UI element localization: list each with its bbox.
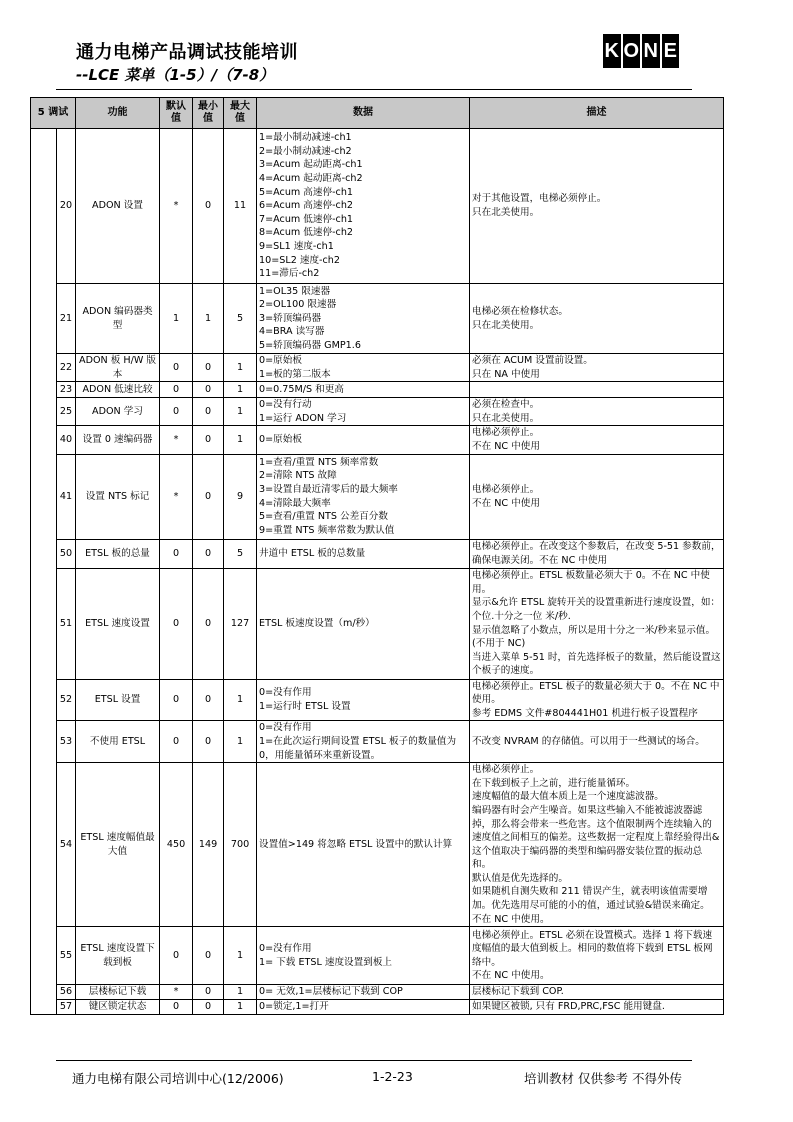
table-row [31,763,724,927]
description-cell [470,721,724,763]
max-value: 9 [224,454,257,539]
default-value: * [160,985,193,1000]
description-cell [470,679,724,721]
max-value: 1 [224,927,257,985]
description-line: 电梯必须停止。 [472,427,540,439]
data-line: 1=板的第二版本 [259,368,331,380]
data-cell [257,927,470,985]
data-line: 1=在此次运行期间设置 ETSL 板子的数量值为 0，用能量循环来重新设置。 [259,735,457,761]
data-cell [257,454,470,539]
description-line: 速度幅值的最大值本质上是一个速度滤波器。 [472,791,664,803]
table-row [31,398,724,426]
max-value: 127 [224,568,257,679]
description-line: 电梯必须停止。 [472,764,540,776]
data-line: 0=原始板 [259,355,302,366]
data-line: ETSL 板速度设置（m/秒） [259,617,375,629]
function-cell: 设置 0 速编码器 [76,426,160,454]
default-value: * [160,426,193,454]
min-value: 0 [193,721,224,763]
description-cell [470,382,724,398]
parameter-number: 51 [57,568,76,679]
function-cell: ADON 低速比较 [76,382,160,398]
data-line: 4=清除最大频率 [259,497,331,509]
description-line: 必须在检查中。 [472,399,540,411]
data-line: 4=Acum 起动距离-ch2 [259,173,363,185]
parameter-number: 54 [57,763,76,927]
table-row [31,426,724,454]
parameter-number: 23 [57,382,76,398]
function-cell: ETSL 速度设置 [76,568,160,679]
description-line: 不在 NC 中使用 [472,497,540,509]
data-cell [257,721,470,763]
default-value: 0 [160,679,193,721]
header-description: 描述 [470,98,724,129]
header-min: 最小值 [193,98,224,129]
data-cell [257,284,470,354]
parameter-number: 52 [57,679,76,721]
footer-divider [56,1060,692,1061]
function-cell: ETSL 速度设置下载到板 [76,927,160,985]
description-line: 编码器有时会产生噪音。如果这些输入不能被滤波器滤掉，那么将会带来一些危害。这个值限制两个连续输入的速度值之间相互的偏差。这些数据一定程度上靠经验得出&这个值取决于编码器的类型和编码器安装位置的振动总和。 [472,804,720,871]
data-line: 5=Acum 高速停-ch1 [259,186,354,198]
min-value: 0 [193,454,224,539]
parameter-number: 20 [57,129,76,284]
description-line: 只在北美使用。 [472,319,540,331]
function-cell: 层楼标记下载 [76,985,160,1000]
description-line: 不在 NC 中使用 [472,440,540,452]
description-line: 只在 NA 中使用 [472,368,540,380]
data-line: 设置值>149 将忽略 ETSL 设置中的默认计算 [259,838,453,850]
description-line: 只在北美使用。 [472,412,540,424]
description-line: 电梯必须停止。在改变这个参数后，在改变 5-51 参数前，确保电源关闭。不在 NC 中使用 [472,540,721,566]
header-max: 最大值 [224,98,257,129]
description-line: 当进入菜单 5-51 时，首先选择板子的数量，然后能设置这个板子的速度。 [472,651,721,677]
min-value: 0 [193,426,224,454]
description-cell [470,454,724,539]
logo-letter: K [603,34,621,68]
min-value: 0 [193,129,224,284]
max-value: 1 [224,426,257,454]
function-cell: ADON 编码器类型 [76,284,160,354]
description-line: 显示值忽略了小数点，所以是用十分之一米/秒来显示值。(不用于 NC) [472,624,716,650]
description-line: 电梯必须停止。ETSL 板数量必须大于 0。不在 NC 中使用。 [472,570,710,595]
data-cell [257,679,470,721]
function-cell: ADON 学习 [76,398,160,426]
max-value: 1 [224,999,257,1014]
data-line: 7=Acum 低速停-ch1 [259,213,354,225]
logo-letter: O [623,34,641,68]
data-line: 1= 下载 ETSL 速度设置到板上 [259,956,393,968]
footer-notice: 培训教材 仅供参考 不得外传 [524,1071,682,1086]
max-value: 11 [224,129,257,284]
parameter-number: 57 [57,999,76,1014]
description-line: 不改变 NVRAM 的存储值。可以用于一些测试的场合。 [472,735,705,747]
kone-logo [603,34,679,68]
default-value: * [160,454,193,539]
data-line: 1=运行 ADON 学习 [259,412,347,424]
description-line: 不在 NC 中使用。 [472,913,550,925]
description-line: 默认值是优先选择的。 [472,872,568,884]
header-menu: 5 调试 [31,98,76,129]
table-row [31,721,724,763]
description-line: 电梯必须停止。 [472,483,540,495]
table-row [31,354,724,382]
data-cell [257,129,470,284]
menu-group-cell [31,129,57,1015]
max-value: 700 [224,763,257,927]
max-value: 1 [224,985,257,1000]
data-line: 0=原始板 [259,434,302,446]
min-value: 0 [193,999,224,1014]
function-cell: ADON 设置 [76,129,160,284]
min-value: 0 [193,927,224,985]
table-header-row [31,98,724,129]
max-value: 1 [224,354,257,382]
description-cell [470,354,724,382]
data-line: 井道中 ETSL 板的总数量 [259,547,366,559]
function-cell: 不使用 ETSL [76,721,160,763]
min-value: 1 [193,284,224,354]
min-value: 0 [193,539,224,568]
logo-letter: E [662,34,680,68]
header-default: 默认值 [160,98,193,129]
max-value: 1 [224,398,257,426]
description-line: 参考 EDMS 文件#804441H01 机进行板子设置程序 [472,707,698,719]
description-cell [470,985,724,1000]
document-subtitle: --LCE 菜单（1-5）/（7-8） [76,66,275,84]
table-row [31,382,724,398]
description-cell [470,763,724,927]
data-cell [257,539,470,568]
data-line: 0=没有作用 [259,943,312,955]
min-value: 149 [193,763,224,927]
function-cell: ETSL 设置 [76,679,160,721]
data-line: 10=SL2 速度-ch2 [259,254,340,266]
description-line: 必须在 ACUM 设置前设置。 [472,355,593,366]
default-value: 0 [160,927,193,985]
table-row [31,454,724,539]
data-cell [257,999,470,1014]
header-divider [56,89,692,90]
footer-company: 通力电梯有限公司培训中心(12/2006) [72,1071,284,1086]
description-cell [470,927,724,985]
data-line: 0=锁定,1=打开 [259,1001,329,1013]
data-line: 9=重置 NTS 频率常数为默认值 [259,524,395,536]
data-line: 0=没有作用 [259,722,312,734]
default-value: 1 [160,284,193,354]
table-row [31,284,724,354]
default-value: * [160,129,193,284]
default-value: 0 [160,539,193,568]
data-line: 1=运行时 ETSL 设置 [259,700,351,712]
data-cell [257,426,470,454]
data-cell [257,354,470,382]
data-cell [257,398,470,426]
data-line: 4=BRA 读写器 [259,326,325,338]
data-line: 0=0.75M/S 和更高 [259,383,344,395]
min-value: 0 [193,679,224,721]
data-line: 2=清除 NTS 故障 [259,470,337,482]
description-line: 如果随机自测失败和 211 错误产生，就表明该值需要增加。优先选用尽可能的小的值，通过试验&错误来确定。 [472,886,710,912]
data-cell [257,763,470,927]
data-line: 1=查看/重置 NTS 频率常数 [259,456,379,468]
description-line: 只在北美使用。 [472,207,540,218]
header-data: 数据 [257,98,470,129]
description-line: 电梯必须停止。ETSL 板子的数量必须大于 0。不在 NC 中使用。 [472,680,720,706]
header-function: 功能 [76,98,160,129]
page-number: 1-2-23 [372,1069,413,1084]
description-line: 在下载到板子上之前，进行能量循环。 [472,777,636,789]
table-row [31,985,724,1000]
max-value: 1 [224,382,257,398]
data-line: 11=滞后-ch2 [259,268,320,280]
description-cell [470,426,724,454]
default-value: 0 [160,382,193,398]
data-line: 1=OL35 限速器 [259,285,331,297]
data-line: 8=Acum 低速停-ch2 [259,227,354,239]
table-row [31,927,724,985]
default-value: 0 [160,398,193,426]
parameter-number: 55 [57,927,76,985]
data-line: 5=轿顶编码器 GMP1.6 [259,339,361,351]
min-value: 0 [193,985,224,1000]
parameter-number: 25 [57,398,76,426]
description-cell [470,999,724,1014]
menu-parameter-table [30,97,724,1015]
default-value: 0 [160,721,193,763]
function-cell: ADON 板 H/W 版本 [76,354,160,382]
function-cell: 键区锁定状态 [76,999,160,1014]
parameter-number: 21 [57,284,76,354]
default-value: 0 [160,999,193,1014]
function-cell: 设置 NTS 标记 [76,454,160,539]
document-title: 通力电梯产品调试技能培训 [76,42,298,63]
data-cell [257,985,470,1000]
data-line: 0=没有行动 [259,399,312,411]
description-cell [470,129,724,284]
table-row [31,999,724,1014]
data-line: 0= 无效,1=层楼标记下载到 COP [259,986,403,998]
parameter-number: 41 [57,454,76,539]
min-value: 0 [193,398,224,426]
data-cell [257,568,470,679]
data-line: 3=Acum 起动距离-ch1 [259,159,363,171]
default-value: 450 [160,763,193,927]
data-line: 3=轿顶编码器 [259,312,322,324]
description-cell [470,568,724,679]
parameter-number: 22 [57,354,76,382]
parameter-number: 53 [57,721,76,763]
data-line: 2=OL100 限速器 [259,299,337,311]
description-line: 如果键区被锁, 只有 FRD,PRC,FSC 能用键盘. [472,1001,665,1013]
data-line: 9=SL1 速度-ch1 [259,240,334,252]
description-line: 对于其他设置，电梯必须停止。 [472,193,607,205]
min-value: 0 [193,354,224,382]
description-line: 电梯必须停止。ETSL 必须在设置模式。选择 1 将下载速度幅值的最大值到板上。相同的数值将下载到 ETSL 板网络中。 [472,929,713,968]
parameter-number: 56 [57,985,76,1000]
description-line: 显示&允许 ETSL 旋转开关的设置重新进行速度设置，如：个位.十分之一位 米/秒. [472,597,721,622]
function-cell: ETSL 板的总量 [76,539,160,568]
data-line: 0=没有作用 [259,687,312,699]
default-value: 0 [160,354,193,382]
function-cell: ETSL 速度幅值最大值 [76,763,160,927]
parameter-number: 50 [57,539,76,568]
logo-letter: N [642,34,660,68]
table-row [31,679,724,721]
max-value: 5 [224,539,257,568]
table-row [31,129,724,284]
description-line: 层楼标记下载到 COP. [472,986,564,998]
table-row [31,568,724,679]
description-cell [470,539,724,568]
data-cell [257,382,470,398]
min-value: 0 [193,382,224,398]
table-row [31,539,724,568]
data-line: 3=设置自最近清零后的最大频率 [259,483,398,495]
description-line: 不在 NC 中使用。 [472,970,550,982]
description-line: 电梯必须在检修状态。 [472,305,568,317]
max-value: 5 [224,284,257,354]
min-value: 0 [193,568,224,679]
data-line: 2=最小制动减速-ch2 [259,145,352,157]
data-line: 6=Acum 高速停-ch2 [259,200,354,212]
data-line: 5=查看/重置 NTS 公差百分数 [259,511,388,523]
description-cell [470,398,724,426]
max-value: 1 [224,679,257,721]
data-line: 1=最小制动减速-ch1 [259,132,352,144]
default-value: 0 [160,568,193,679]
description-cell [470,284,724,354]
max-value: 1 [224,721,257,763]
parameter-number: 40 [57,426,76,454]
